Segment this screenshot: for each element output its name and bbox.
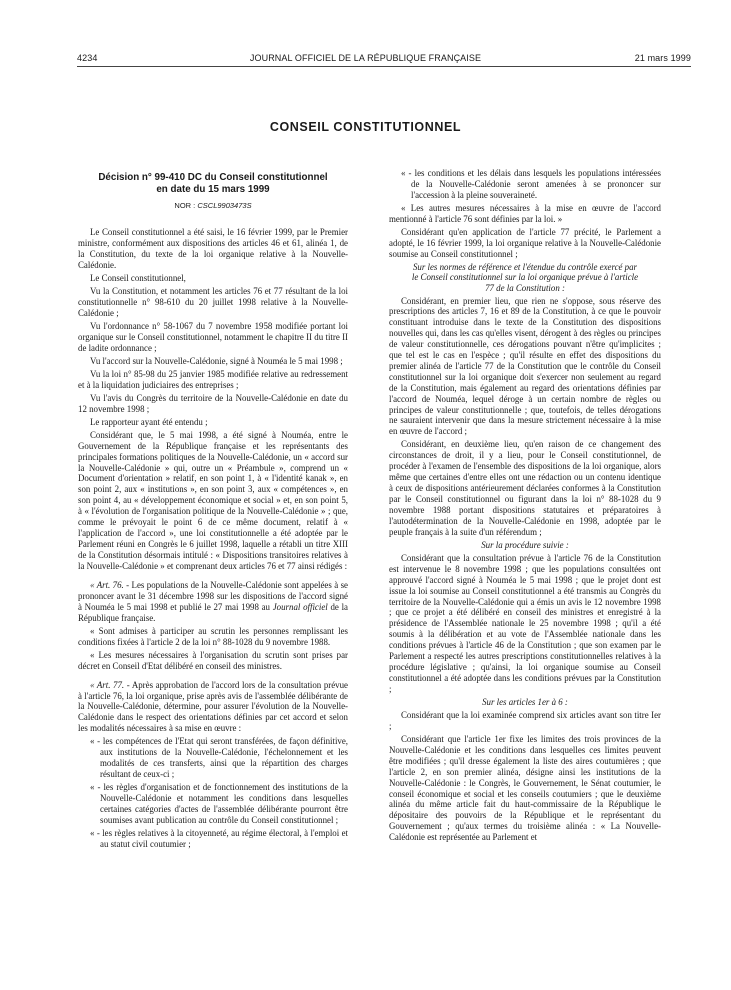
left-column: [78, 168, 348, 852]
page-number: 4234: [77, 53, 98, 63]
article-76-label: « Art. 76. -: [90, 579, 130, 590]
nor-code: CSCL9903473S: [197, 201, 252, 210]
paragraph: Considérant qu'en application de l'article 77 précité, le Parlement a adopté, le 16 février 1999, la loi organique relative à la Nouvelle-Calédonie soumise au Conseil constitutionnel ;: [389, 226, 661, 259]
decision-title-line2: en date du 15 mars 1999: [156, 183, 270, 195]
decision-title-line1: Décision n° 99-410 DC du Conseil constitutionnel: [98, 172, 328, 183]
section-title: CONSEIL CONSTITUTIONNEL: [269, 120, 462, 134]
subheading-articles: Sur les articles 1er à 6 :: [482, 696, 568, 707]
article-77-list-continued: [389, 168, 661, 201]
subheading-procedure: Sur la procédure suivie :: [481, 539, 569, 550]
article-76-jo: Journal officiel: [272, 601, 328, 612]
list-item: « - les conditions et les délais dans lesquels les populations intéressées de la Nouvelle-Calédonie seront amenées à se prononcer sur l'accession à la pleine souveraineté.: [401, 168, 661, 200]
article-77: [78, 680, 348, 735]
paragraph: « Les mesures nécessaires à l'organisation du scrutin sont prises par décret en Conseil d'Etat délibéré en conseil des ministres.: [78, 649, 348, 671]
paragraph: Considérant, en premier lieu, que rien ne s'oppose, sous réserve des prescriptions des articles 7, 16 et 89 de la Constitution, à ce que le pouvoir constituant introduise dans le texte de la Constitution des dispositions nouvelles qui, dans les cas qu'elles visent, dérogent à des règles ou principes de valeur constitutionnelle, ces dérogations pouvant n'être qu'implicites ; que tel est le cas en l'espèce ; qu'il résulte en effet des dispositions du premier alinéa de l'article 77 de la Constitution que le contrôle du Conseil constitutionnel sur la loi organique doit s'exercer non seulement au regard de la Constitution, mais également au regard des orientations définies par l'accord de Nouméa, lequel déroge à un certain nombre de règles ou principes de valeur constitutionnelle ; que, toutefois, de telles dérogations ne sauraient intervenir que dans la mesure strictement nécessaire à la mise en œuvre de l'accord ;: [389, 295, 661, 437]
article-76-text: Les populations de la Nouvelle-Calédonie sont appelées à se prononcer avant le 31 décembre 1998 sur les dispositions de l'accord signé à Nouméa le 5 mai 1998 et publié le 27 mai 1998 au: [78, 579, 348, 612]
article-76: [78, 580, 348, 624]
nor-label: NOR :: [174, 201, 196, 210]
paragraph: Le Conseil constitutionnel,: [90, 272, 186, 283]
paragraph: Considérant, en deuxième lieu, qu'en raison de ce changement des circonstances de droit, il y a lieu, pour le Conseil constitutionnel, de procéder à l'examen de l'ensemble des dispositions de la loi organique, alors même que certaines d'entre elles ont une rédaction ou un contenu identique à ceux de dispositions antérieurement déclarées conformes à la Constitution par le Conseil constitutionnel ou figurant dans la loi n° 88-1028 du 9 novembre 1988 portant dispositions statutaires et préparatoires à l'autodétermination de la Nouvelle-Calédonie en 1998, adoptée par le peuple français à la suite d'un référendum ;: [389, 439, 661, 537]
paragraph: Considérant que l'article 1er fixe les limites des trois provinces de la Nouvelle-Calédonie et les conditions dans lesquelles ces limites peuvent être modifiées ; qu'il dresse également la liste des aires coutumières ; que l'article 2, en son premier alinéa, désigne ainsi les institutions de la Nouvelle-Calédonie : le Congrès, le Gouvernement, le Sénat coutumier, le conseil économique et social et les conseils coutumiers ; que le deuxième alinéa du même article fait du haut-commissaire de la République le dépositaire des pouvoirs de la République et le représentant du Gouvernement ; qu'aux termes du troisième alinéa : « La Nouvelle-Calédonie est représentée au Parlement et: [389, 733, 661, 843]
paragraph: Vu la loi n° 85-98 du 25 janvier 1985 modifiée relative au redressement et à la liquidation judiciaires des entreprises ;: [78, 368, 348, 390]
paragraph: Le rapporteur ayant été entendu ;: [90, 416, 208, 427]
paragraph: « Sont admises à participer au scrutin les personnes remplissant les conditions fixées à l'article 2 de la loi n° 88-1028 du 9 novembre 1988.: [78, 625, 348, 647]
journal-title: JOURNAL OFFICIEL DE LA RÉPUBLIQUE FRANÇAISE: [249, 53, 482, 63]
right-column: [389, 168, 661, 845]
article-76-end: de la République française.: [78, 601, 348, 623]
list-item: « - les règles relatives à la citoyenneté, au régime électoral, à l'emploi et au statut civil coutumier ;: [90, 827, 348, 849]
paragraph: Vu l'ordonnance n° 58-1067 du 7 novembre 1958 modifiée portant loi organique sur le Conseil constitutionnel, notamment le chapitre II du titre II de ladite ordonnance ;: [78, 320, 348, 353]
subheading-normes: Sur les normes de référence et l'étendue du contrôle exercé par le Conseil constitutionnel sur la loi organique prévue à l'article 77 de la Constitution :: [411, 261, 639, 293]
nor-reference: [78, 201, 348, 212]
decision-title: [78, 172, 348, 195]
paragraph: Considérant que la consultation prévue à l'article 76 de la Constitution est intervenue le 8 novembre 1998 ; que les populations consultées ont approuvé l'accord signé à Nouméa le 5 mai 1998 ; que le projet dont est issue la loi soumise au Conseil constitutionnel a été transmis au Congrès du territoire de la Nouvelle-Calédonie qui a émis un avis le 12 novembre 1998 ; que ce projet a été délibéré en conseil des ministres et enregistré à la présidence de l'Assemblée nationale le 25 novembre 1998 ; qu'il a été soumis à la délibération et au vote de l'Assemblée nationale dans les conditions prévues à l'article 46 de la Constitution ; que son examen par le Parlement a respecté les autres prescriptions constitutionnelles relatives à la procédure législative ; qu'ainsi, la loi organique soumise au Conseil constitutionnel a été adoptée dans les conditions prévues par la Constitution ;: [389, 552, 661, 694]
paragraph: Vu l'avis du Congrès du territoire de la Nouvelle-Calédonie en date du 12 novembre 1998 ;: [78, 392, 348, 414]
list-item: « - les compétences de l'Etat qui seront transférées, de façon définitive, aux institutions de la Nouvelle-Calédonie, l'échelonnement et les modalités de ces transferts, ainsi que la répartition des charges résultant de ceux-ci ;: [90, 736, 348, 780]
paragraph: Vu la Constitution, et notamment les articles 76 et 77 résultant de la loi constitutionnelle n° 98-610 du 20 juillet 1998 relative à la Nouvelle-Calédonie ;: [78, 285, 348, 318]
paragraph: Considérant que la loi examinée comprend six articles avant son titre Ier ;: [389, 709, 661, 731]
paragraph: Considérant que, le 5 mai 1998, a été signé à Nouméa, entre le Gouvernement de la République française et les représentants des principales formations politiques de la Nouvelle-Calédonie, un « accord sur la Nouvelle-Calédonie » qui, outre un « Préambule », comprend un « Document d'orientation » relatif, en son point 1, à « l'identité kanak », en son point 2, aux « institutions », en son point 3, aux « compétences », en son point 4, au « développement économique et social » et, en son point 5, à « l'évolution de l'organisation politique de la Nouvelle-Calédonie » ; que, comme le prévoyait le point 6 de ce même document, relatif à « l'application de l'accord », une loi constitutionnelle a été adoptée par le Parlement réuni en Congrès le 6 juillet 1998, laquelle a rétabli un titre XIII de la Constitution désormais intitulé : « Dispositions transitoires relatives à la Nouvelle-Calédonie » et comprenant deux articles 76 et 77 ainsi rédigés :: [78, 429, 348, 571]
list-item: « - les règles d'organisation et de fonctionnement des institutions de la Nouvelle-Calédonie et notamment les conditions dans lesquelles certaines catégories d'actes de l'assemblée délibérante pourront être soumises avant publication au contrôle du Conseil constitutionnel ;: [90, 782, 348, 825]
article-77-label: « Art. 77. -: [90, 679, 130, 690]
article-77-list: [78, 736, 348, 849]
paragraph: Le Conseil constitutionnel a été saisi, le 16 février 1999, par le Premier ministre, conformément aux dispositions des articles 46 et 61, alinéa 1, de la Constitution, du texte de la loi organique relative à la Nouvelle-Calédonie.: [78, 226, 348, 270]
paragraph: « Les autres mesures nécessaires à la mise en œuvre de l'accord mentionné à l'article 76 sont définies par la loi. »: [389, 202, 661, 224]
issue-date: 21 mars 1999: [634, 53, 691, 63]
article-77-text: Après approbation de l'accord lors de la consultation prévue à l'article 76, la loi organique, prise après avis de l'assemblée délibérante de la Nouvelle-Calédonie, détermine, pour assurer l'évolution de la Nouvelle-Calédonie dans le respect des orientations définies par cet accord et selon les modalités nécessaires à sa mise en œuvre :: [78, 679, 348, 734]
paragraph: Vu l'accord sur la Nouvelle-Calédonie, signé à Nouméa le 5 mai 1998 ;: [90, 355, 343, 366]
header-rule: [77, 66, 691, 67]
running-header: [0, 0, 731, 63]
